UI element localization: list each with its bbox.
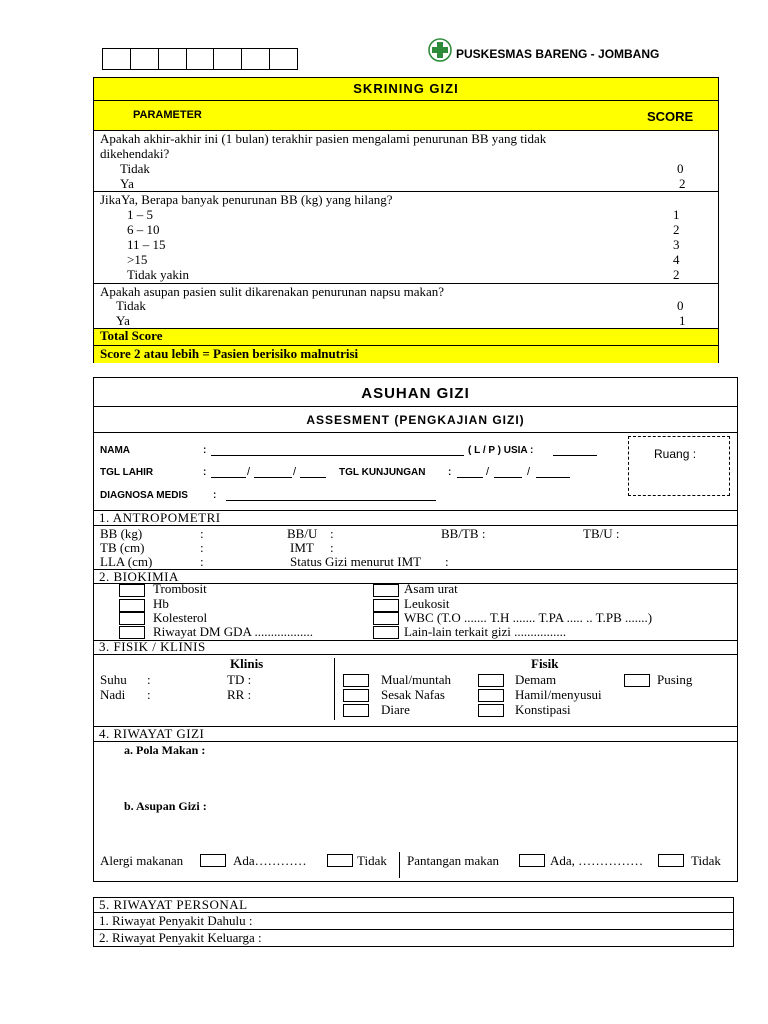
pusing-checkbox[interactable]: [624, 674, 650, 687]
tbu-label: TB/U :: [583, 526, 620, 541]
score-header: SCORE: [647, 109, 694, 124]
parameter-header: PARAMETER: [133, 109, 202, 121]
colon: :: [445, 554, 449, 569]
ruang-box[interactable]: [628, 436, 730, 496]
assesment-subtitle: ASSESMENT (PENGKAJIAN GIZI): [306, 413, 525, 427]
option-score: 2: [673, 267, 680, 282]
nama-label: NAMA: [100, 445, 130, 456]
alergi-ada-checkbox[interactable]: [200, 854, 226, 867]
colon: :: [200, 540, 204, 555]
number-box[interactable]: [103, 49, 131, 69]
demam-label: Demam: [515, 672, 557, 687]
mual-label: Mual/muntah: [381, 672, 452, 687]
fisik-klinis-title: 3. FISIK / KLINIS: [99, 639, 206, 654]
date-separator: /: [293, 466, 297, 478]
question-1: Apakah akhir-akhir ini (1 bulan) terakhir pasien mengalami penurunan BB yang tidak: [100, 131, 547, 146]
nadi-label: Nadi: [100, 687, 126, 702]
date-separator: /: [247, 466, 251, 478]
riwayat-dm-checkbox[interactable]: [119, 626, 145, 639]
option-score: 0: [677, 161, 684, 176]
option-score: 4: [673, 252, 680, 267]
pola-makan-label: a. Pola Makan :: [124, 743, 206, 757]
pantangan-tidak-checkbox[interactable]: [658, 854, 684, 867]
bb-label: BB (kg): [100, 526, 143, 541]
option-score: 2: [673, 222, 680, 237]
option-score: 3: [673, 237, 680, 252]
bbtb-label: BB/TB :: [441, 526, 486, 541]
number-box[interactable]: [159, 49, 187, 69]
riwayat-dm-label: Riwayat DM GDA ..................: [153, 624, 313, 639]
usia-field[interactable]: [553, 455, 597, 456]
pantangan-ada-label: Ada, ……………: [550, 853, 644, 868]
wbc-label: WBC (T.O ....... T.H ....... T.PA ..... .. T.PB .......): [404, 610, 653, 625]
imt-label: IMT: [290, 540, 314, 555]
question-2: JikaYa, Berapa banyak penurunan BB (kg) yang hilang?: [100, 192, 393, 207]
hamil-label: Hamil/menyusui: [515, 687, 602, 702]
colon: :: [330, 526, 334, 541]
option-label: 1 – 5: [127, 207, 153, 222]
alergi-tidak-checkbox[interactable]: [327, 854, 353, 867]
bbu-label: BB/U: [287, 526, 318, 541]
gender-usia-label: ( L / P ) USIA :: [468, 445, 534, 456]
colon: :: [330, 540, 334, 555]
alergi-tidak-label: Tidak: [357, 853, 387, 868]
colon: :: [147, 687, 151, 702]
tgl-kunjungan-label: TGL KUNJUNGAN: [339, 467, 426, 478]
kolesterol-checkbox[interactable]: [119, 612, 145, 625]
question-1-cont: dikehendaki?: [100, 146, 170, 161]
mual-checkbox[interactable]: [343, 674, 369, 687]
tgl-lahir-day[interactable]: [211, 477, 246, 478]
option-label: Ya: [120, 176, 134, 191]
alergi-label: Alergi makanan: [100, 853, 184, 868]
alergi-ada-label: Ada…………: [233, 853, 307, 868]
sesak-label: Sesak Nafas: [381, 687, 445, 702]
asam-urat-checkbox[interactable]: [373, 584, 399, 597]
colon: :: [147, 672, 151, 687]
wbc-checkbox[interactable]: [373, 612, 399, 625]
pusing-label: Pusing: [657, 672, 693, 687]
option-label: Tidak yakin: [127, 267, 189, 282]
sesak-checkbox[interactable]: [343, 689, 369, 702]
option-score: 1: [679, 313, 686, 328]
tgl-lahir-month[interactable]: [254, 477, 292, 478]
pantangan-label: Pantangan makan: [407, 853, 500, 868]
fisik-title: Fisik: [531, 656, 559, 671]
riwayat-gizi-title: 4. RIWAYAT GIZI: [99, 726, 205, 741]
option-score: 1: [673, 207, 680, 222]
status-imt-label: Status Gizi menurut IMT: [290, 554, 422, 569]
colon: :: [213, 490, 217, 501]
total-score-label: Total Score: [100, 328, 163, 343]
antropometri-title: 1. ANTROPOMETRI: [99, 510, 221, 525]
question-3: Apakah asupan pasien sulit dikarenakan penurunan napsu makan?: [100, 284, 445, 299]
option-label: 11 – 15: [127, 237, 166, 252]
date-separator: /: [527, 466, 531, 478]
total-score-bar: [94, 328, 718, 346]
puskesmas-cross-icon: [428, 38, 452, 62]
tgl-kunjungan-month[interactable]: [494, 477, 522, 478]
number-box[interactable]: [187, 49, 215, 69]
ruang-label: Ruang :: [654, 447, 697, 461]
option-score: 0: [677, 298, 684, 313]
hb-label: Hb: [153, 596, 169, 611]
konstipasi-label: Konstipasi: [515, 702, 571, 717]
option-label: Tidak: [120, 161, 150, 176]
tgl-kunjungan-year[interactable]: [536, 477, 570, 478]
rr-label: RR :: [227, 687, 252, 702]
konstipasi-checkbox[interactable]: [478, 704, 504, 717]
riwayat-personal-title: 5. RIWAYAT PERSONAL: [99, 897, 248, 912]
option-label: >15: [127, 252, 148, 267]
tb-label: TB (cm): [100, 540, 145, 555]
option-label: Tidak: [116, 298, 146, 313]
tgl-lahir-year[interactable]: [300, 477, 326, 478]
asuhan-title: ASUHAN GIZI: [361, 385, 470, 402]
leukosit-label: Leukosit: [404, 596, 450, 611]
td-label: TD :: [227, 672, 252, 687]
asam-urat-label: Asam urat: [404, 581, 458, 596]
registration-number-boxes[interactable]: [102, 48, 298, 70]
klinis-title: Klinis: [230, 656, 264, 671]
clinic-name: PUSKESMAS BARENG - JOMBANG: [456, 47, 660, 61]
number-box[interactable]: [270, 49, 297, 69]
lain-lain-checkbox[interactable]: [373, 626, 399, 639]
skrining-title: SKRINING GIZI: [353, 81, 459, 96]
number-box[interactable]: [131, 49, 159, 69]
colon: :: [203, 445, 207, 456]
diagnosa-field[interactable]: [226, 500, 436, 501]
riwayat-dahulu-label: 1. Riwayat Penyakit Dahulu :: [99, 913, 253, 928]
option-label: 6 – 10: [127, 222, 160, 237]
trombosit-label: Trombosit: [153, 581, 207, 596]
kolesterol-label: Kolesterol: [153, 610, 208, 625]
number-box[interactable]: [214, 49, 242, 69]
trombosit-checkbox[interactable]: [119, 584, 145, 597]
hb-checkbox[interactable]: [119, 599, 145, 612]
colon: :: [448, 467, 452, 478]
nama-field[interactable]: [211, 455, 464, 456]
demam-checkbox[interactable]: [478, 674, 504, 687]
risk-label: Score 2 atau lebih = Pasien berisiko malnutrisi: [100, 346, 359, 361]
leukosit-checkbox[interactable]: [373, 599, 399, 612]
diare-label: Diare: [381, 702, 410, 717]
tgl-kunjungan-day[interactable]: [457, 477, 483, 478]
option-label: Ya: [116, 313, 130, 328]
riwayat-keluarga-label: 2. Riwayat Penyakit Keluarga :: [99, 930, 262, 945]
colon: :: [200, 526, 204, 541]
number-box[interactable]: [242, 49, 270, 69]
diagnosa-label: DIAGNOSA MEDIS: [100, 490, 188, 501]
suhu-label: Suhu: [100, 672, 127, 687]
colon: :: [200, 554, 204, 569]
biokimia-title: 2. BIOKIMIA: [99, 569, 179, 584]
option-score: 2: [679, 176, 686, 191]
lla-label: LLA (cm): [100, 554, 153, 569]
diare-checkbox[interactable]: [343, 704, 369, 717]
pantangan-tidak-label: Tidak: [691, 853, 721, 868]
date-separator: /: [486, 466, 490, 478]
hamil-checkbox[interactable]: [478, 689, 504, 702]
asupan-gizi-label: b. Asupan Gizi :: [124, 799, 207, 813]
colon: :: [203, 467, 207, 478]
tgl-lahir-label: TGL LAHIR: [100, 467, 154, 478]
pantangan-ada-checkbox[interactable]: [519, 854, 545, 867]
lain-lain-label: Lain-lain terkait gizi ................: [404, 624, 567, 639]
